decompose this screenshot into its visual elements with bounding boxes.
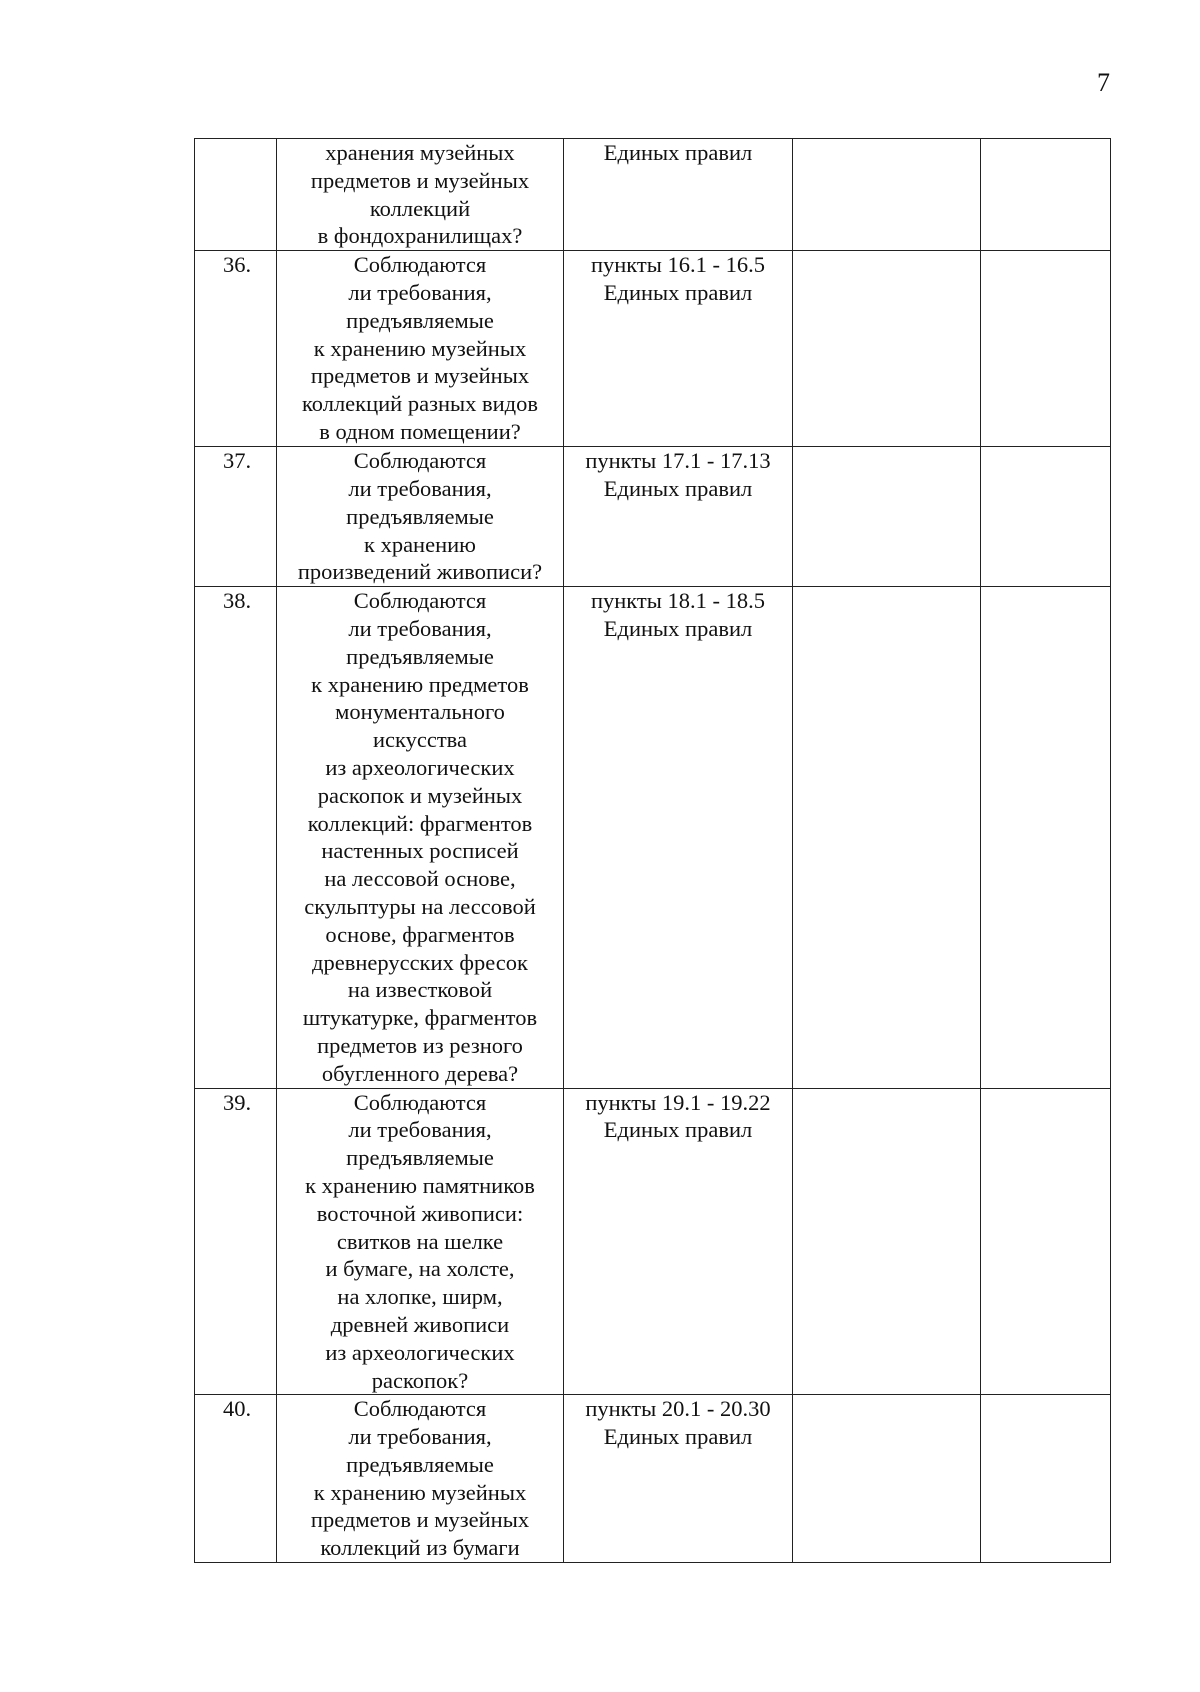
reference-line: Единых правил — [603, 1117, 753, 1143]
question-line: предъявляемые — [346, 503, 494, 529]
note-cell — [981, 447, 1111, 587]
question-line: на хлопке, ширм, — [337, 1284, 503, 1310]
reference-cell — [564, 1395, 793, 1563]
table-row — [195, 139, 1111, 251]
answer-cell — [793, 251, 981, 447]
table-row — [195, 587, 1111, 1088]
reference-line: пункты 20.1 - 20.30 — [585, 1396, 771, 1422]
question-line: настенных росписей — [321, 838, 519, 864]
question-cell — [277, 1395, 564, 1563]
question-line: древнерусских фресок — [312, 949, 528, 975]
question-line: Соблюдаются — [353, 1089, 487, 1115]
question-cell — [277, 251, 564, 447]
question-line: и бумаге, на холсте, — [325, 1256, 515, 1282]
question-line: искусства — [372, 727, 467, 753]
question-line: предметов и музейных — [310, 1507, 530, 1533]
question-line: к хранению предметов — [311, 671, 529, 697]
question-line: монументального — [335, 699, 505, 725]
note-cell — [981, 251, 1111, 447]
row-number: 38. — [223, 588, 252, 614]
reference-line: Единых правил — [603, 1424, 753, 1450]
question-line: ли требования, — [348, 279, 492, 305]
question-line: к хранению — [364, 531, 476, 557]
note-cell — [981, 1088, 1111, 1395]
question-line: из археологических — [325, 754, 515, 780]
reference-line: Единых правил — [603, 140, 753, 165]
row-number-cell — [195, 587, 277, 1088]
question-line: предметов и музейных — [310, 167, 530, 193]
table-row — [195, 1395, 1111, 1563]
reference-cell — [564, 251, 793, 447]
answer-cell — [793, 587, 981, 1088]
question-line: обугленного дерева? — [321, 1060, 519, 1086]
row-number: 36. — [223, 252, 252, 278]
reference-line: пункты 19.1 - 19.22 — [585, 1089, 771, 1115]
question-line: раскопок? — [371, 1367, 469, 1393]
question-line: к хранению музейных — [313, 1479, 527, 1505]
question-line: предметов и музейных — [310, 363, 530, 389]
question-line: раскопок и музейных — [317, 782, 523, 808]
question-line: к хранению памятников — [305, 1172, 535, 1198]
question-line: древней живописи — [330, 1311, 510, 1337]
question-line: к хранению музейных — [313, 335, 527, 361]
question-line: предъявляемые — [346, 643, 494, 669]
question-line: на известковой — [347, 977, 493, 1003]
checklist-table-body — [195, 139, 1111, 1563]
question-line: ли требования, — [348, 1424, 492, 1450]
question-line: коллекций из бумаги — [320, 1535, 520, 1561]
answer-cell — [793, 1395, 981, 1563]
reference-line: Единых правил — [603, 615, 753, 641]
question-line: коллекций — [369, 195, 471, 221]
answer-cell — [793, 1088, 981, 1395]
table-row — [195, 1088, 1111, 1395]
row-number-cell — [195, 251, 277, 447]
row-number: 40. — [223, 1396, 252, 1422]
table-row — [195, 251, 1111, 447]
question-line: предъявляемые — [346, 307, 494, 333]
reference-cell — [564, 447, 793, 587]
question-line: в одном помещении? — [319, 418, 521, 444]
note-cell — [981, 139, 1111, 251]
question-line: штукатурке, фрагментов — [302, 1005, 538, 1031]
row-number-cell — [195, 447, 277, 587]
question-line: ли требования, — [348, 475, 492, 501]
question-line: в фондохранилищах? — [317, 223, 523, 249]
question-line: основе, фрагментов — [325, 921, 515, 947]
reference-cell — [564, 1088, 793, 1395]
page-number: 7 — [1097, 68, 1110, 97]
question-line: на лессовой основе, — [324, 866, 516, 892]
reference-line: пункты 18.1 - 18.5 — [590, 588, 766, 614]
checklist-table — [194, 138, 1111, 1563]
answer-cell — [793, 139, 981, 251]
question-line: Соблюдаются — [353, 588, 487, 614]
question-line: скульптуры на лессовой — [304, 893, 536, 919]
question-cell — [277, 1088, 564, 1395]
question-line: восточной живописи: — [316, 1200, 524, 1226]
row-number: 39. — [223, 1089, 252, 1115]
question-line: ли требования, — [348, 1117, 492, 1143]
question-line: Соблюдаются — [353, 448, 487, 474]
reference-line: пункты 16.1 - 16.5 — [590, 252, 766, 278]
question-line: произведений живописи? — [297, 559, 543, 585]
question-line: Соблюдаются — [353, 252, 487, 278]
question-line: хранения музейных — [325, 140, 515, 165]
question-line: предметов из резного — [317, 1032, 523, 1058]
reference-line: Единых правил — [603, 475, 753, 501]
row-number: 37. — [223, 448, 252, 474]
reference-line: Единых правил — [603, 279, 753, 305]
question-cell — [277, 139, 564, 251]
question-line: свитков на шелке — [336, 1228, 504, 1254]
question-cell — [277, 447, 564, 587]
answer-cell — [793, 447, 981, 587]
table-row — [195, 447, 1111, 587]
reference-line: пункты 17.1 - 17.13 — [585, 448, 771, 474]
question-cell — [277, 587, 564, 1088]
question-line: коллекций разных видов — [301, 391, 538, 417]
note-cell — [981, 1395, 1111, 1563]
note-cell — [981, 587, 1111, 1088]
question-line: предъявляемые — [346, 1451, 494, 1477]
question-line: коллекций: фрагментов — [307, 810, 533, 836]
reference-cell — [564, 139, 793, 251]
reference-cell — [564, 587, 793, 1088]
question-line: Соблюдаются — [353, 1396, 487, 1422]
question-line: ли требования, — [348, 615, 492, 641]
question-line: из археологических — [325, 1339, 515, 1365]
question-line: предъявляемые — [346, 1145, 494, 1171]
row-number-cell — [195, 1088, 277, 1395]
row-number-cell — [195, 139, 277, 251]
row-number-cell — [195, 1395, 277, 1563]
